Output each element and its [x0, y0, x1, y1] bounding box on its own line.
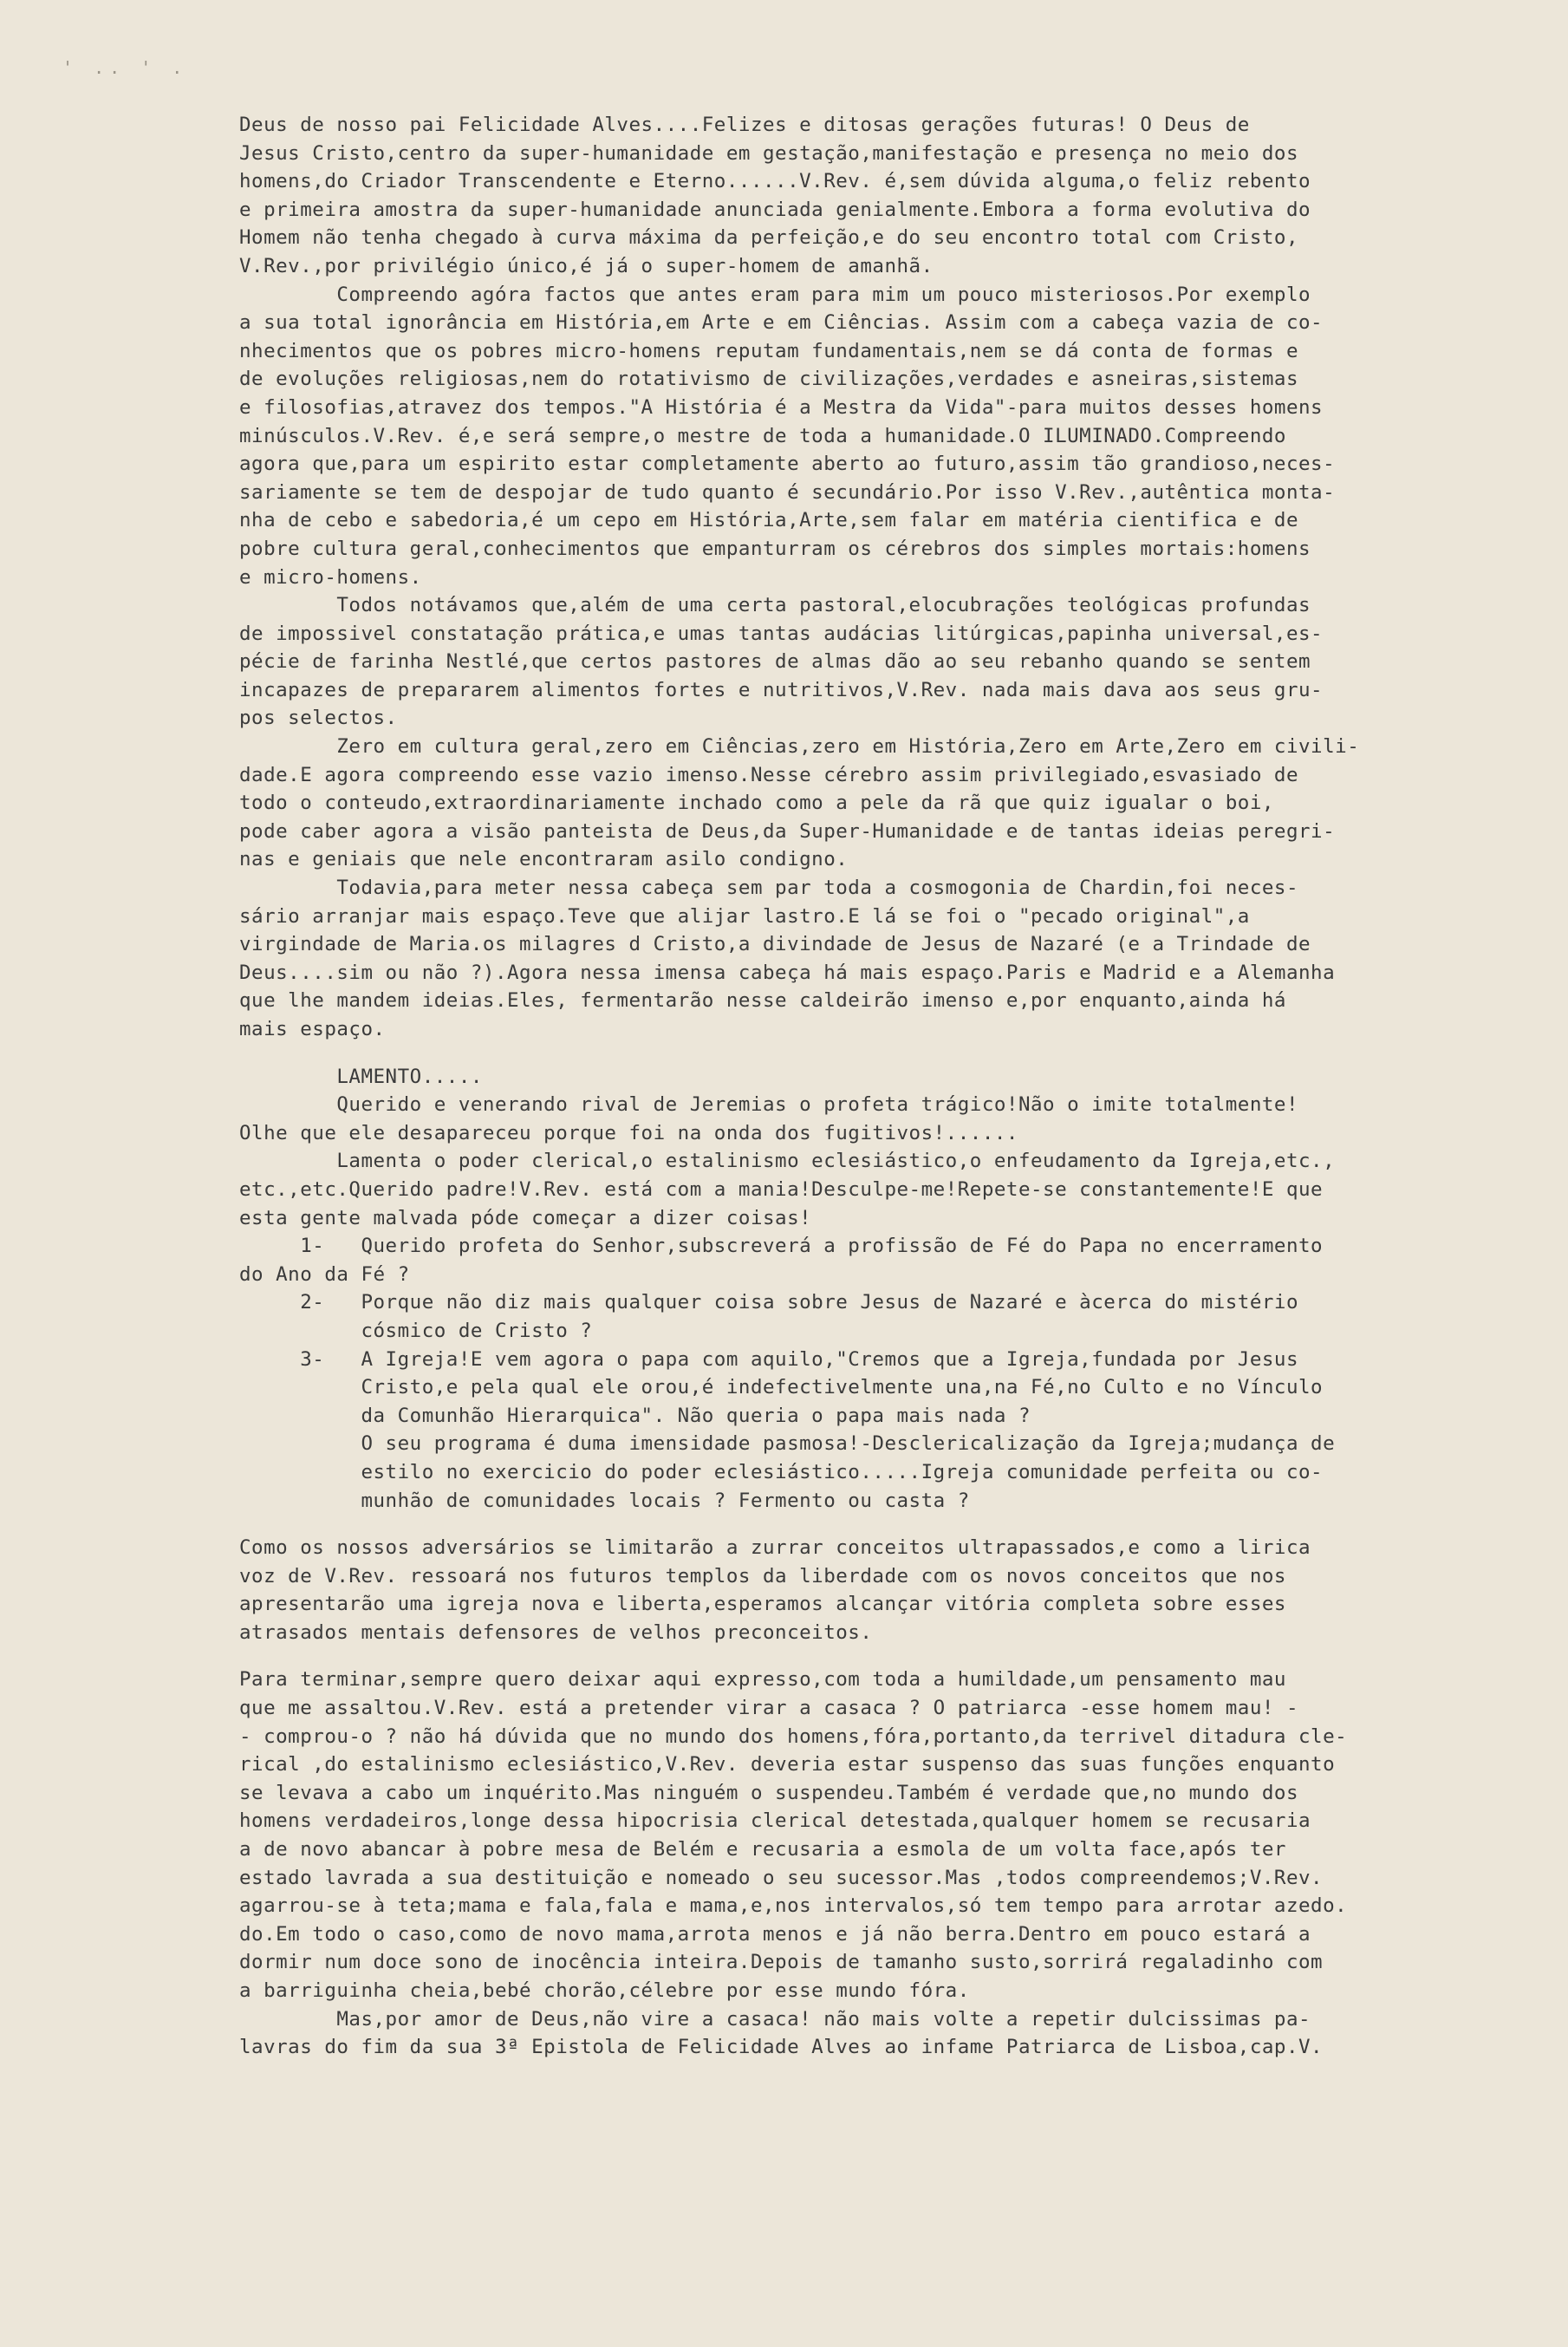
text-line: Cristo,e pela qual ele orou,é indefectivelmente una,na Fé,no Culto e no Vínculo	[239, 1376, 1324, 1399]
text-line: voz de V.Rev. ressoará nos futuros templos da liberdade com os novos conceitos que nos	[239, 1564, 1286, 1587]
text-line: agarrou-se à teta;mama e fala,fala e mama,e,nos intervalos,só tem tempo para arrotar azedo.	[239, 1894, 1348, 1918]
text-line: Todavia,para meter nessa cabeça sem par toda a cosmogonia de Chardin,foi neces-	[239, 877, 1299, 900]
text-line: rical ,do estalinismo eclesiástico,V.Rev. deveria estar suspenso das suas funções enquanto	[239, 1753, 1336, 1777]
text-line: atrasados mentais defensores de velhos preconceitos.	[239, 1620, 873, 1644]
text-line: do.Em todo o caso,como de novo mama,arrota menos e já não berra.Dentro em pouco estará a	[239, 1922, 1311, 1946]
text-line: estado lavrada a sua destituição e nomeado o seu sucessor.Mas ,todos compreendemos;V.Rev.	[239, 1866, 1324, 1889]
text-line: 1- Querido profeta do Senhor,subscreverá a profissão de Fé do Papa no encerramento	[239, 1235, 1324, 1258]
text-line: Deus de nosso pai Felicidade Alves....Felizes e ditosas gerações futuras! O Deus de	[239, 114, 1250, 136]
text-line: LAMENTO.....	[239, 1065, 483, 1088]
text-line: minúsculos.V.Rev. é,e será sempre,o mestre de toda a humanidade.O ILUMINADO.Compreendo	[239, 424, 1286, 447]
text-line: que lhe mandem ideias.Eles, fermentarão nesse caldeirão imenso e,por enquanto,ainda há	[239, 989, 1286, 1013]
text-line: de evoluções religiosas,nem do rotativismo de civilizações,verdades e asneiras,sistemas	[239, 368, 1299, 391]
text-line: sário arranjar mais espaço.Teve que alijar lastro.E lá se foi o "pecado original",a	[239, 904, 1250, 928]
text-line: O seu programa é duma imensidade pasmosa!-Desclericalização da Igreja;mudança de	[239, 1432, 1336, 1456]
text-line: Para terminar,sempre quero deixar aqui expresso,com toda a humildade,um pensamento mau	[239, 1668, 1286, 1692]
text-line: e primeira amostra da super-humanidade anunciada genialmente.Embora a forma evolutiva do	[239, 198, 1311, 221]
text-line: Homem não tenha chegado à curva máxima da perfeição,e do seu encontro total com Cristo,	[239, 226, 1299, 250]
text-line: e micro-homens.	[239, 565, 422, 589]
text-line: lavras do fim da sua 3ª Epistola de Felicidade Alves ao infame Patriarca de Lisboa,cap.V.	[239, 2036, 1324, 2059]
text-line: munhão de comunidades locais ? Fermento ou casta ?	[239, 1489, 970, 1512]
text-line: - comprou-o ? não há dúvida que no mundo dos homens,fóra,portanto,da terrivel ditadura cle-	[239, 1724, 1348, 1748]
text-line: pos selectos.	[239, 707, 398, 730]
text-line: nas e geniais que nele encontraram asilo condigno.	[239, 848, 849, 871]
text-line: Deus....sim ou não ?).Agora nessa imensa cabeça há mais espaço.Paris e Madrid e a Alemanha	[239, 961, 1336, 984]
text-line: V.Rev.,por privilégio único,é já o super-homem de amanhã.	[239, 254, 934, 277]
text-line: a barriguinha cheia,bebé chorão,célebre por esse mundo fóra.	[239, 1979, 970, 2002]
text-line: agora que,para um espirito estar completamente aberto ao futuro,assim tão grandioso,neces-	[239, 453, 1336, 476]
text-line: que me assaltou.V.Rev. está a pretender virar a casaca ? O patriarca -esse homem mau! -	[239, 1697, 1299, 1720]
text-line: de impossivel constatação prática,e umas tantas audácias litúrgicas,papinha universal,es-	[239, 622, 1324, 645]
text-line: homens verdadeiros,longe dessa hipocrisia clerical detestada,qualquer homem se recusaria	[239, 1809, 1311, 1833]
text-line: Todos notávamos que,além de uma certa pastoral,elocubrações teológicas profundas	[239, 594, 1311, 617]
text-line: e filosofias,atravez dos tempos."A História é a Mestra da Vida"-para muitos desses homens	[239, 395, 1324, 419]
text-line: a sua total ignorância em História,em Arte e em Ciências. Assim com a cabeça vazia de co-	[239, 311, 1324, 335]
text-line: homens,do Criador Transcendente e Eterno......V.Rev. é,sem dúvida alguma,o feliz rebento	[239, 170, 1311, 193]
text-line: pobre cultura geral,conhecimentos que empanturram os cérebros dos simples mortais:homens	[239, 537, 1311, 560]
text-line: incapazes de prepararem alimentos fortes e nutritivos,V.Rev. nada mais dava aos seus gru-	[239, 678, 1324, 701]
text-line: Zero em cultura geral,zero em Ciências,zero em História,Zero em Arte,Zero em civili-	[239, 735, 1360, 759]
text-line: Compreendo agóra factos que antes eram para mim um pouco misteriosos.Por exemplo	[239, 283, 1311, 306]
text-line: sariamente se tem de despojar de tudo quanto é secundário.Por isso V.Rev.,autêntica monta-	[239, 480, 1336, 504]
text-line: Lamenta o poder clerical,o estalinismo eclesiástico,o enfeudamento da Igreja,etc.,	[239, 1150, 1336, 1173]
text-line: pécie de farinha Nestlé,que certos pastores de almas dão ao seu rebanho quando se sentem	[239, 650, 1311, 674]
text-line: todo o conteudo,extraordinariamente inchado como a pele da rã que quiz igualar o boi,	[239, 792, 1274, 815]
text-line: 3- A Igreja!E vem agora o papa com aquilo,"Cremos que a Igreja,fundada por Jesus	[239, 1347, 1299, 1371]
text-line: virgindade de Maria.os milagres d Cristo,a divindade de Jesus de Nazaré (e a Trindade de	[239, 933, 1311, 956]
text-line: Jesus Cristo,centro da super-humanidade em gestação,manifestação e presença no meio dos	[239, 141, 1299, 165]
text-line: dade.E agora compreendo esse vazio imenso.Nesse cérebro assim privilegiado,esvasiado de	[239, 763, 1299, 786]
document-body	[239, 111, 1522, 2062]
text-line: mais espaço.	[239, 1018, 386, 1040]
text-line: Como os nossos adversários se limitarão a zurrar conceitos ultrapassados,e como a lirica	[239, 1536, 1311, 1560]
text-line: dormir num doce sono de inocência inteira.Depois de tamanho susto,sorrirá regaladinho com	[239, 1951, 1324, 1974]
text-line: 2- Porque não diz mais qualquer coisa sobre Jesus de Nazaré e àcerca do mistério	[239, 1291, 1299, 1314]
text-line: a de novo abancar à pobre mesa de Belém e recusaria a esmola de um volta face,após ter	[239, 1838, 1286, 1861]
text-line: etc.,etc.Querido padre!V.Rev. está com a mania!Desculpe-me!Repete-se constantemente!E que	[239, 1177, 1324, 1201]
text-line: Olhe que ele desapareceu porque foi na onda dos fugitivos!......	[239, 1121, 1018, 1144]
text-line: nha de cebo e sabedoria,é um cepo em História,Arte,sem falar em matéria cientifica e de	[239, 509, 1299, 532]
corner-marks: ' .. ' .	[62, 57, 188, 78]
text-line: da Comunhão Hierarquica". Não queria o papa mais nada ?	[239, 1404, 1031, 1427]
text-line: Querido e venerando rival de Jeremias o profeta trágico!Não o imite totalmente!	[239, 1093, 1299, 1117]
text-line: pode caber agora a visão panteista de Deus,da Super-Humanidade e de tantas ideias peregri-	[239, 819, 1336, 843]
text-line: do Ano da Fé ?	[239, 1262, 410, 1286]
text-line: Mas,por amor de Deus,não vire a casaca! não mais volte a repetir dulcissimas pa-	[239, 2007, 1311, 2031]
text-line: nhecimentos que os pobres micro-homens reputam fundamentais,nem se dá conta de formas e	[239, 339, 1299, 362]
text-line: esta gente malvada póde começar a dizer coisas!	[239, 1206, 812, 1229]
text-line: apresentarão uma igreja nova e liberta,esperamos alcançar vitória completa sobre esses	[239, 1593, 1286, 1616]
text-line: se levava a cabo um inquérito.Mas ninguém o suspendeu.Também é verdade que,no mundo dos	[239, 1781, 1299, 1804]
paragraph-gap	[239, 1044, 1522, 1063]
text-line: cósmico de Cristo ?	[239, 1319, 593, 1342]
text-line: estilo no exercicio do poder eclesiástico.....Igreja comunidade perfeita ou co-	[239, 1460, 1324, 1483]
paragraph-gap	[239, 1515, 1522, 1534]
paragraph-gap	[239, 1646, 1522, 1666]
